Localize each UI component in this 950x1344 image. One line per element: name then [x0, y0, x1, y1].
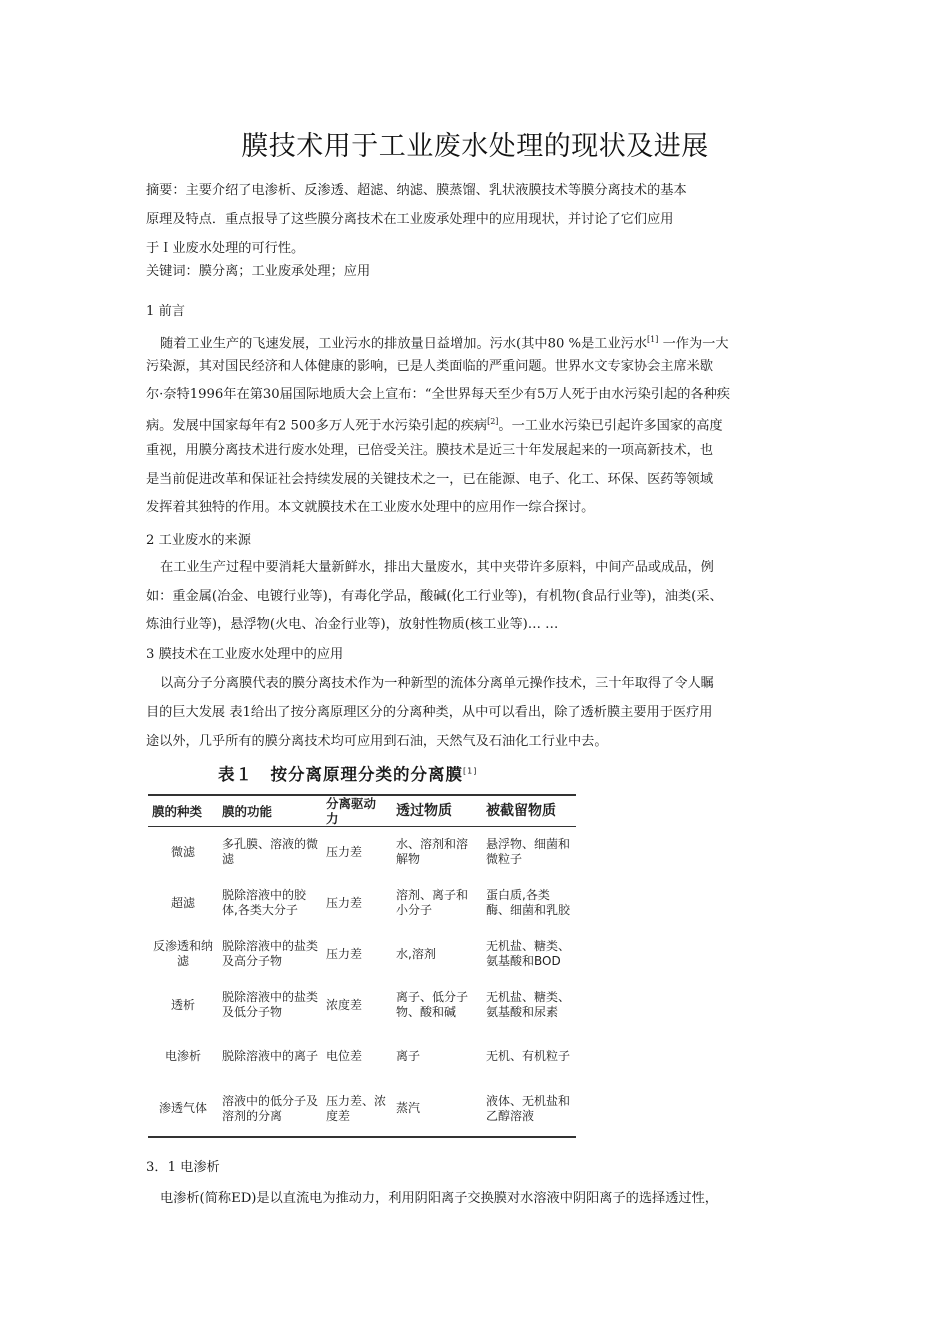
abstract-line: 于Ｉ业废水处理的可行性。 — [146, 241, 305, 256]
membrane-table — [148, 794, 576, 1138]
paragraph-line: 发挥着其独特的作用。本文就膜技术在工业废水处理中的应用作一综合探讨。 — [146, 500, 595, 515]
table-cell: 渗透气体 — [148, 1082, 218, 1137]
table-cell: 无机盐、糖类、氨基酸和BOD — [486, 939, 571, 968]
paragraph-line: 炼油行业等)，悬浮物(火电、冶金行业等)，放射性物质(核工业等)… … — [146, 617, 559, 632]
section-heading: 3 膜技术在工业废水处理中的应用 — [146, 647, 344, 662]
column-header: 被截留物质 — [482, 795, 576, 827]
table-cell: 溶液中的低分子及溶剂的分离 — [218, 1082, 322, 1137]
table-row — [148, 929, 576, 980]
abstract-line: 摘要：主要介绍了电渗析、反渗透、超滤、纳滤、膜蒸馏、乳状液膜技术等膜分离技术的基本 — [146, 183, 687, 198]
paragraph-line: 途以外，几乎所有的膜分离技术均可应用到石油，天然气及石油化工行业中去。 — [146, 734, 608, 749]
table-cell: 微滤 — [170, 844, 195, 859]
abstract-line: 原理及特点．重点报导了这些膜分离技术在工业废承处理中的应用现状，并讨论了它们应用 — [146, 212, 674, 227]
paragraph-line: 电渗析(简称ED)是以直流电为推动力，利用阴阳离子交换膜对水溶液中阴阳离子的选择透过性， — [160, 1191, 718, 1206]
paragraph-line: 在工业生产过程中要消耗大量新鲜水，排出大量废水，其中夹带许多原料，中间产品或成品，例 — [160, 560, 714, 575]
table-cell: 压力差 — [326, 844, 363, 859]
table-row — [148, 980, 576, 1031]
table-cell: 水,溶剂 — [396, 946, 436, 961]
table-cell: 透析 — [170, 997, 195, 1012]
column-header: 膜的种类 — [148, 795, 218, 827]
citation-ref: [1] — [647, 335, 659, 344]
table-cell: 悬浮物、细菌和微粒子 — [486, 837, 571, 867]
table-cell: 脱除溶液中的盐类及低分子物 — [222, 990, 319, 1019]
table-cell: 液体、无机盐和乙醇溶液 — [482, 1082, 576, 1137]
table-row — [148, 1082, 576, 1137]
paragraph-line: 目的巨大发展 表1给出了按分离原理区分的分离种类，从中可以看出，除了透析膜主要用于医疗用 — [146, 705, 713, 720]
table-cell: 超滤 — [170, 895, 195, 910]
section-heading: 2 工业废水的来源 — [146, 533, 251, 548]
table-cell: 反渗透和纳滤 — [152, 939, 213, 968]
section-heading: 3．1 电渗析 — [146, 1160, 220, 1175]
table-cell: 离子、低分子物、酸和碱 — [396, 990, 469, 1019]
table-cell: 压力差、浓度差 — [322, 1082, 392, 1137]
table-cell: 脱除溶液中的胶体,各类大分子 — [222, 888, 307, 917]
table-cell: 脱除溶液中的盐类及高分子物 — [222, 939, 319, 968]
table-cell: 多孔膜、溶液的微滤 — [222, 837, 319, 867]
paragraph-line: 病。发展中国家每年有2 500多万人死于水污染引起的疾病[2]。一工业水污染已引起许多国家的高度 — [146, 417, 723, 434]
table-cell: 无机、有机粒子 — [486, 1048, 571, 1063]
paragraph-line: 尔·奈特1996年在第30届国际地质大会上宣布：“全世界每天至少有5万人死于由水污染引起的各种疾 — [146, 387, 730, 402]
table-cell: 蒸汽 — [392, 1082, 482, 1137]
table-cell: 离子 — [396, 1048, 421, 1063]
table-cell: 压力差 — [326, 946, 363, 961]
table-row — [148, 1031, 576, 1082]
column-header: 膜的功能 — [218, 795, 322, 827]
section-heading: 1 前言 — [146, 304, 185, 319]
paragraph-line: 重视，用膜分离技术进行废水处理，已倍受关注。膜技术是近三十年发展起来的一项高新技术，也 — [146, 443, 714, 458]
table-row — [148, 827, 576, 878]
keywords-line: 关键词：膜分离；工业废承处理；应用 — [146, 264, 371, 279]
page-title: 膜技术用于工业废水处理的现状及进展 — [241, 131, 709, 162]
table-row — [148, 878, 576, 929]
paragraph-line: 随着工业生产的飞速发展，工业污水的排放量日益增加。污水(其中80 %是工业污水[1] 一作为一大 — [160, 335, 729, 352]
table-cell: 压力差 — [326, 895, 363, 910]
table-cell: 浓度差 — [326, 997, 363, 1012]
table-cell: 电位差 — [326, 1048, 363, 1063]
table-cell: 无机盐、糖类、氨基酸和尿素 — [486, 990, 571, 1019]
table-cell: 脱除溶液中的离子 — [222, 1048, 319, 1063]
table-caption: 表１ 按分离原理分类的分离膜[1] — [218, 765, 478, 784]
table-header-row — [148, 795, 576, 827]
column-header: 分离驱动力 — [322, 795, 392, 827]
table-cell: 蛋白质,各类酶、细菌和乳胶 — [486, 888, 571, 917]
citation-ref: [1] — [463, 766, 478, 776]
table-cell: 溶剂、离子和小分子 — [396, 888, 469, 917]
paragraph-line: 污染源，其对国民经济和人体健康的影响，已是人类面临的严重问题。世界水文专家协会主席米歇 — [146, 359, 714, 374]
table-cell: 水、溶剂和溶解物 — [396, 837, 469, 867]
column-header: 透过物质 — [392, 795, 482, 827]
paragraph-line: 是当前促进改革和保证社会持续发展的关键技术之一，已在能源、电子、化工、环保、医药等领域 — [146, 472, 714, 487]
citation-ref: [2] — [487, 417, 499, 426]
paragraph-line: 以高分子分离膜代表的膜分离技术作为一种新型的流体分离单元操作技术，三十年取得了令人瞩 — [160, 676, 714, 691]
paragraph-line: 如：重金属(冶金、电镀行业等)，有毒化学品，酸碱(化工行业等)，有机物(食品行业等)，油类(采、 — [146, 589, 723, 604]
table-cell: 电渗析 — [164, 1048, 201, 1063]
